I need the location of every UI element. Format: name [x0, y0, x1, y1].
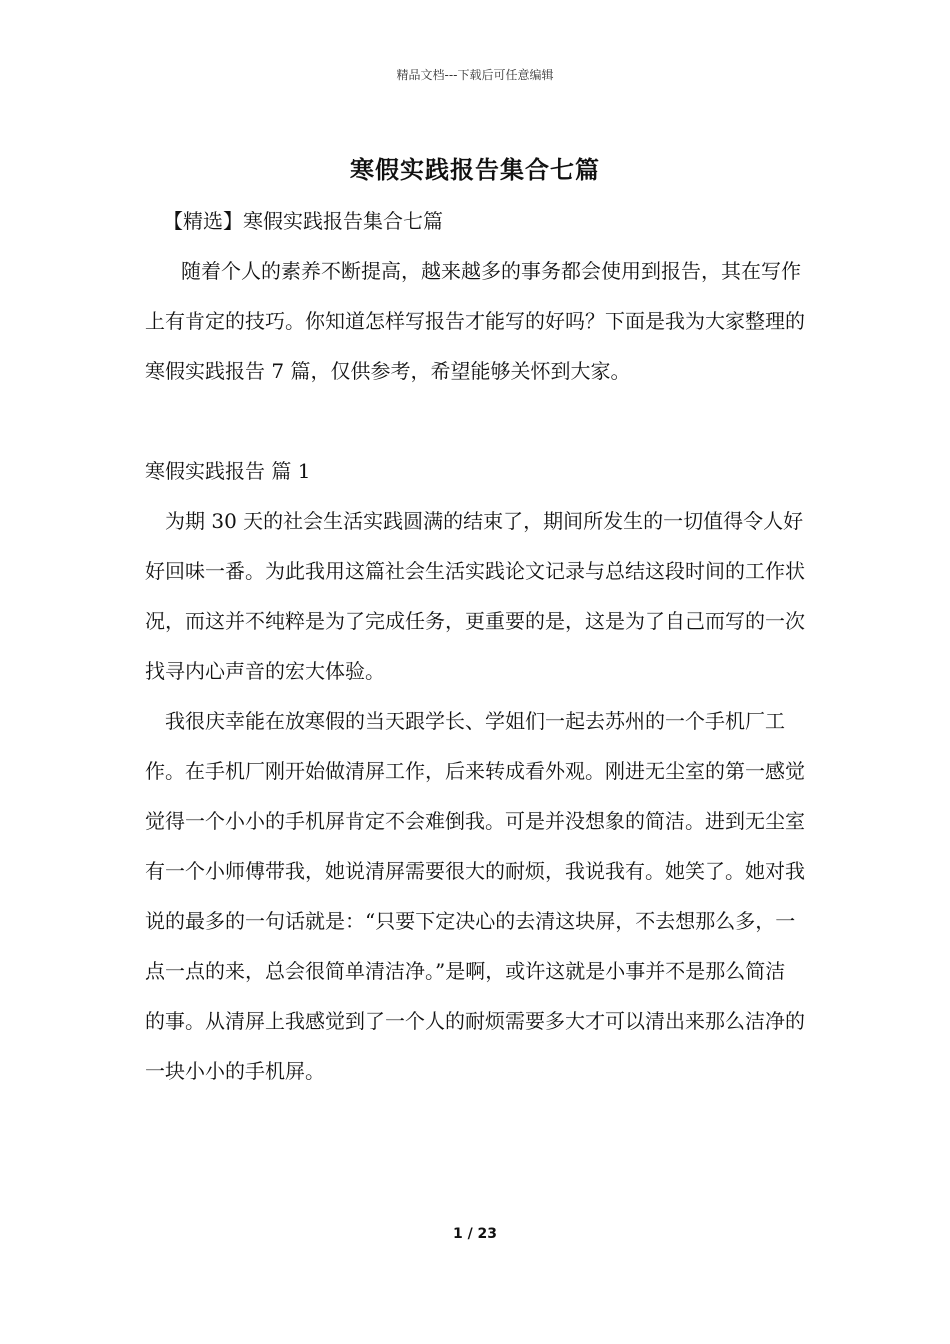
intro-paragraph: 随着个人的素养不断提高，越来越多的事务都会使用到报告，其在写作上有肯定的技巧。你知道怎样写报告才能写的好吗？下面是我为大家整理的寒假实践报告 7 篇，仅供参考，希望能够关怀到大家。	[145, 259, 805, 383]
document-body	[145, 196, 805, 1096]
body-paragraph: 为期 30 天的社会生活实践圆满的结束了，期间所发生的一切值得令人好好回味一番。为此我用这篇社会生活实践论文记录与总结这段时间的工作状况，而这并不纯粹是为了完成任务，更重要的是，这是为了自己而写的一次找寻内心声音的宏大体验。	[145, 509, 805, 683]
body-paragraph: 我很庆幸能在放寒假的当天跟学长、学姐们一起去苏州的一个手机厂工作。在手机厂刚开始做清屏工作，后来转成看外观。刚进无尘室的第一感觉觉得一个小小的手机屏肯定不会难倒我。可是并没想象的简洁。进到无尘室有一个小师傅带我，她说清屏需要很大的耐烦，我说我有。她笑了。她对我说的最多的一句话就是：“只要下定决心的去清这块屏，不去想那么多，一点一点的来，总会很简单清洁净。”是啊，或许这就是小事并不是那么简洁的事。从清屏上我感觉到了一个人的耐烦需要多大才可以清出来那么洁净的一块小小的手机屏。	[145, 709, 805, 1083]
page-header: 精品文档---下载后可任意编辑	[396, 68, 554, 82]
document-subtitle: 【精选】寒假实践报告集合七篇	[163, 209, 443, 233]
spacer	[145, 396, 805, 446]
section-heading: 寒假实践报告 篇 1	[145, 459, 311, 483]
document-title: 寒假实践报告集合七篇	[350, 155, 600, 184]
page-indicator: 1 / 23	[452, 1226, 498, 1242]
